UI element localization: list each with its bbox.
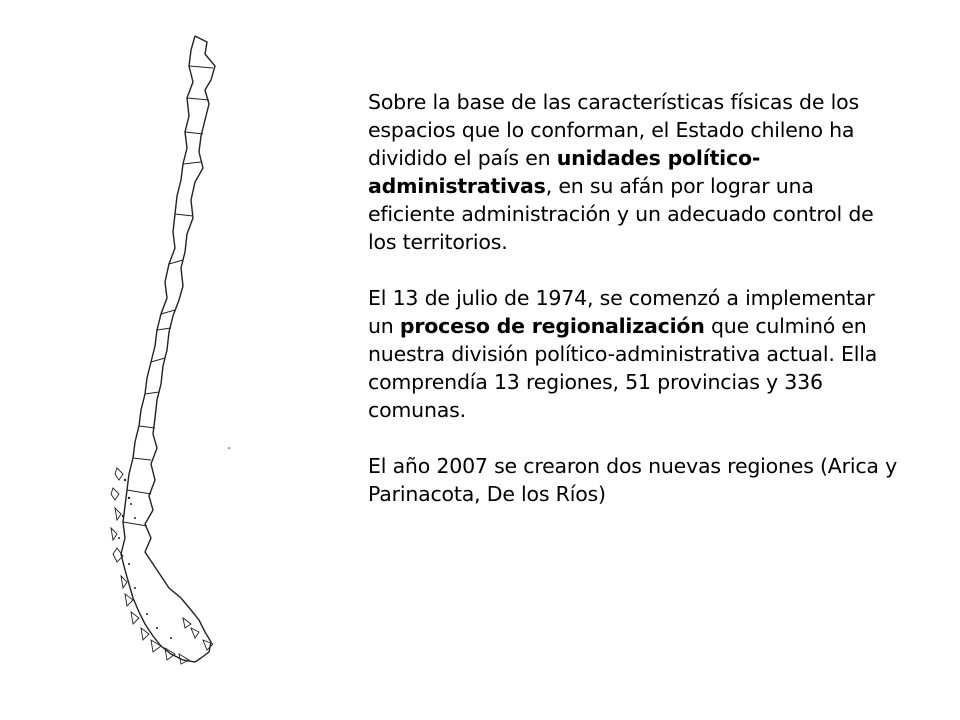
map-west-coast	[121, 36, 201, 662]
paragraph-2-bold-term: proceso de regionalización	[399, 314, 705, 338]
paragraph-1-bold-term: unidades político-administrativas	[368, 146, 761, 198]
paragraph-3-text-1: El año 2007 se crearon dos nuevas regiones (Arica y Parinacota, De los Ríos)	[368, 454, 898, 506]
text-block	[368, 88, 898, 536]
chile-map-icon	[95, 28, 245, 668]
paragraph-2	[368, 284, 898, 424]
paragraph-1-text-2: , en su afán por lograr una eficiente administración y un adecuado control de los territorios.	[368, 174, 874, 254]
paragraph-1	[368, 88, 898, 256]
map-east-border	[145, 36, 215, 658]
paragraph-2-text-1: El 13 de julio de 1974, se comenzó a implementar un	[368, 286, 875, 338]
paragraph-1-text-1: Sobre la base de las características físicas de los espacios que lo conforman, el Estado chileno ha dividido el país en	[368, 90, 859, 170]
map-island-dots	[118, 447, 230, 639]
paragraph-2-text-2: que culminó en nuestra división político-administrativa actual. Ella comprendía 13 regiones, 51 provincias y 336 comunas.	[368, 314, 878, 422]
map-region-borders	[123, 66, 213, 526]
chile-map-outline	[95, 28, 245, 668]
paragraph-3	[368, 452, 898, 508]
